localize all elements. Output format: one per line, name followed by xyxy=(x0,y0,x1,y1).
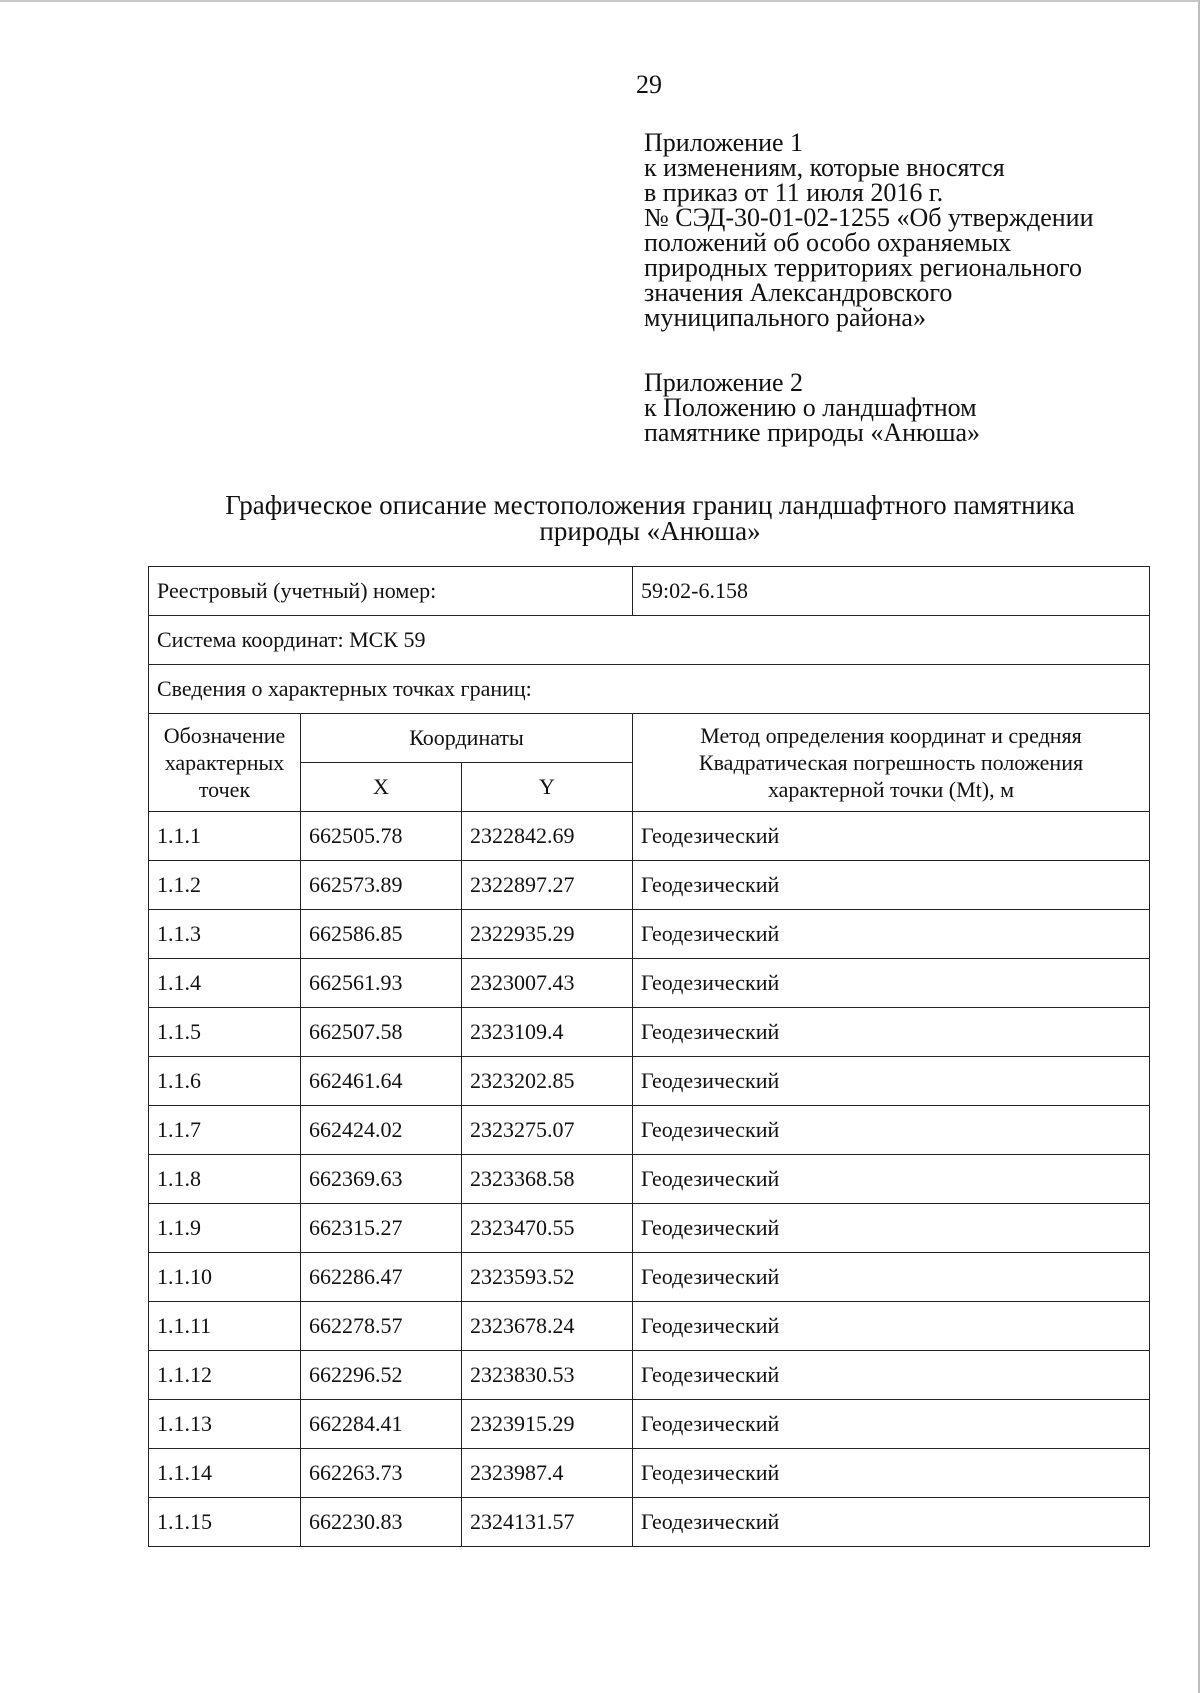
cell-y: 2322897.27 xyxy=(462,861,633,910)
cell-method: Геодезический xyxy=(633,1302,1150,1351)
cell-method: Геодезический xyxy=(633,959,1150,1008)
table-row xyxy=(149,1302,1150,1351)
cell-x: 662507.58 xyxy=(301,1008,462,1057)
cell-y: 2323915.29 xyxy=(462,1400,633,1449)
cell-x: 662296.52 xyxy=(301,1351,462,1400)
cell-point: 1.1.5 xyxy=(149,1008,301,1057)
cell-y: 2323368.58 xyxy=(462,1155,633,1204)
cell-y: 2323593.52 xyxy=(462,1253,633,1302)
appendix-1-line: значения Александровского xyxy=(644,278,953,307)
table-row xyxy=(149,1400,1150,1449)
cell-y: 2323275.07 xyxy=(462,1106,633,1155)
header-method: Метод определения координат и средняя Квадратическая погрешность положения характерной точки (Mt), м xyxy=(633,714,1150,812)
cell-x: 662230.83 xyxy=(301,1498,462,1547)
cell-point: 1.1.15 xyxy=(149,1498,301,1547)
cell-method: Геодезический xyxy=(633,1351,1150,1400)
cell-x: 662286.47 xyxy=(301,1253,462,1302)
points-info-row xyxy=(149,665,1150,714)
cell-y: 2323007.43 xyxy=(462,959,633,1008)
title-line-1: Графическое описание местоположения границ ландшафтного памятника xyxy=(225,490,1075,520)
cell-point: 1.1.14 xyxy=(149,1449,301,1498)
table-row xyxy=(149,1449,1150,1498)
cell-x: 662586.85 xyxy=(301,910,462,959)
appendix-1-line: муниципального района» xyxy=(644,303,926,332)
cell-method: Геодезический xyxy=(633,1449,1150,1498)
header-row xyxy=(149,714,1150,763)
cell-x: 662284.41 xyxy=(301,1400,462,1449)
boundary-points-table xyxy=(148,566,1150,1547)
cell-x: 662561.93 xyxy=(301,959,462,1008)
table-row xyxy=(149,1498,1150,1547)
appendix-1-line: природных территориях регионального xyxy=(644,253,1082,282)
table-row xyxy=(149,1204,1150,1253)
cell-y: 2324131.57 xyxy=(462,1498,633,1547)
appendix-1-line: в приказ от 11 июля 2016 г. xyxy=(644,178,944,207)
cell-x: 662461.64 xyxy=(301,1057,462,1106)
cell-y: 2323678.24 xyxy=(462,1302,633,1351)
cell-y: 2323202.85 xyxy=(462,1057,633,1106)
cell-point: 1.1.1 xyxy=(149,812,301,861)
appendix-1-line: к изменениям, которые вносятся xyxy=(644,153,1005,182)
header-y: Y xyxy=(462,763,633,812)
cell-point: 1.1.12 xyxy=(149,1351,301,1400)
cell-method: Геодезический xyxy=(633,1106,1150,1155)
title-line-2: природы «Анюша» xyxy=(539,516,761,546)
cell-y: 2323987.4 xyxy=(462,1449,633,1498)
cell-point: 1.1.9 xyxy=(149,1204,301,1253)
appendix-1-line: Приложение 1 xyxy=(644,128,804,157)
appendix-1-line: положений об особо охраняемых xyxy=(644,228,1012,257)
appendix-2-line: к Положению о ландшафтном xyxy=(644,393,977,422)
registry-value: 59:02-6.158 xyxy=(633,567,1150,616)
cell-y: 2323109.4 xyxy=(462,1008,633,1057)
cell-x: 662369.63 xyxy=(301,1155,462,1204)
page-number xyxy=(0,70,1200,100)
document-title xyxy=(150,492,1150,544)
appendix-1-block xyxy=(644,130,1164,330)
cell-y: 2322842.69 xyxy=(462,812,633,861)
cell-point: 1.1.6 xyxy=(149,1057,301,1106)
cell-x: 662315.27 xyxy=(301,1204,462,1253)
cell-method: Геодезический xyxy=(633,812,1150,861)
cell-method: Геодезический xyxy=(633,1155,1150,1204)
cell-method: Геодезический xyxy=(633,1008,1150,1057)
header-x: X xyxy=(301,763,462,812)
cell-point: 1.1.4 xyxy=(149,959,301,1008)
cell-y: 2323830.53 xyxy=(462,1351,633,1400)
table-row xyxy=(149,1008,1150,1057)
table-row xyxy=(149,1253,1150,1302)
cell-point: 1.1.2 xyxy=(149,861,301,910)
page-number-text: 29 xyxy=(636,70,662,99)
appendix-1-line: № СЭД-30-01-02-1255 «Об утверждении xyxy=(644,203,1094,232)
cell-method: Геодезический xyxy=(633,1057,1150,1106)
registry-label: Реестровый (учетный) номер: xyxy=(149,567,633,616)
cell-x: 662505.78 xyxy=(301,812,462,861)
appendix-2-block xyxy=(644,370,1164,445)
cell-x: 662424.02 xyxy=(301,1106,462,1155)
table-row xyxy=(149,861,1150,910)
header-coordinates: Координаты xyxy=(301,714,633,763)
cell-method: Геодезический xyxy=(633,1253,1150,1302)
cell-point: 1.1.11 xyxy=(149,1302,301,1351)
registry-row xyxy=(149,567,1150,616)
table-row xyxy=(149,910,1150,959)
cell-x: 662573.89 xyxy=(301,861,462,910)
cell-point: 1.1.13 xyxy=(149,1400,301,1449)
table-row xyxy=(149,1106,1150,1155)
cell-method: Геодезический xyxy=(633,1498,1150,1547)
cell-x: 662278.57 xyxy=(301,1302,462,1351)
appendix-2-line: памятнике природы «Анюша» xyxy=(644,418,981,447)
cell-point: 1.1.8 xyxy=(149,1155,301,1204)
table-body xyxy=(149,567,1150,1547)
table-row xyxy=(149,959,1150,1008)
cell-point: 1.1.3 xyxy=(149,910,301,959)
coord-system-row xyxy=(149,616,1150,665)
cell-method: Геодезический xyxy=(633,910,1150,959)
header-designation: Обозначение характерных точек xyxy=(149,714,301,812)
cell-point: 1.1.10 xyxy=(149,1253,301,1302)
table-row xyxy=(149,1155,1150,1204)
cell-method: Геодезический xyxy=(633,1204,1150,1253)
cell-method: Геодезический xyxy=(633,861,1150,910)
points-info: Сведения о характерных точках границ: xyxy=(149,665,1150,714)
table-row xyxy=(149,1351,1150,1400)
coord-system: Система координат: МСК 59 xyxy=(149,616,1150,665)
cell-y: 2323470.55 xyxy=(462,1204,633,1253)
table-row xyxy=(149,812,1150,861)
cell-point: 1.1.7 xyxy=(149,1106,301,1155)
cell-x: 662263.73 xyxy=(301,1449,462,1498)
cell-method: Геодезический xyxy=(633,1400,1150,1449)
cell-y: 2322935.29 xyxy=(462,910,633,959)
appendix-2-line: Приложение 2 xyxy=(644,368,804,397)
table-row xyxy=(149,1057,1150,1106)
